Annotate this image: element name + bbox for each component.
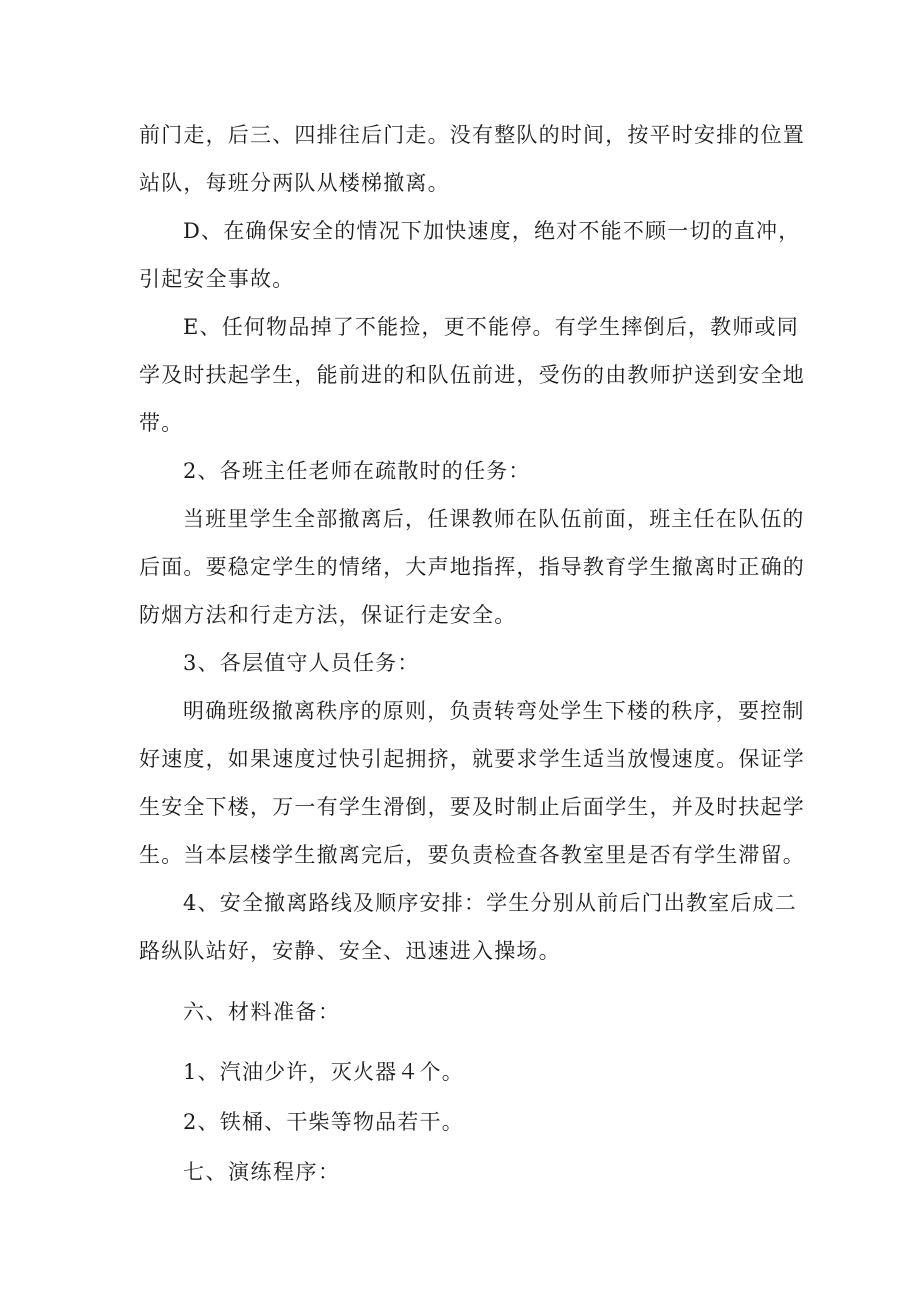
paragraph-line: 带。 [139, 411, 184, 435]
paragraph-line: 路纵队站好，安静、安全、迅速进入操场。 [139, 939, 561, 963]
paragraph-line: 当班里学生全部撤离后，任课教师在队伍前面，班主任在队伍的 [183, 507, 805, 531]
paragraph-line: 好速度，如果速度过快引起拥挤，就要求学生适当放慢速度。保证学 [139, 747, 805, 771]
paragraph-line: D、在确保安全的情况下加快速度，绝对不能不顾一切的直冲， [183, 219, 801, 243]
paragraph-line: 前门走，后三、四排往后门走。没有整队的时间，按平时安排的位置 [139, 123, 805, 147]
paragraph-line: 4、安全撤离路线及顺序安排：学生分别从前后门出教室后成二 [183, 891, 797, 915]
paragraph-line: 防烟方法和行走方法，保证行走安全。 [139, 603, 517, 627]
paragraph-line: 后面。要稳定学生的情绪，大声地指挥，指导教育学生撤离时正确的 [139, 555, 805, 579]
paragraph-line: E、任何物品掉了不能捡，更不能停。有学生摔倒后，教师或同 [183, 315, 799, 339]
paragraph-line: 明确班级撤离秩序的原则，负责转弯处学生下楼的秩序，要控制 [183, 699, 805, 723]
paragraph-line: 生。当本层楼学生撤离完后，要负责检查各教室里是否有学生滞留。 [139, 843, 805, 867]
section-heading: 七、演练程序： [183, 1160, 341, 1184]
subsection-heading: 3、各层值守人员任务： [183, 651, 420, 675]
paragraph-line: 引起安全事故。 [139, 267, 295, 291]
list-item: 1、汽油少许，灭火器４个。 [183, 1060, 464, 1084]
section-heading: 六、材料准备： [183, 1000, 341, 1024]
list-item: 2、铁桶、干柴等物品若干。 [183, 1110, 464, 1134]
paragraph-line: 学及时扶起学生，能前进的和队伍前进，受伤的由教师护送到安全地 [139, 363, 805, 387]
paragraph-line: 生安全下楼，万一有学生滑倒，要及时制止后面学生，并及时扶起学 [139, 795, 805, 819]
paragraph-line: 站队，每班分两队从楼梯撤离。 [139, 171, 450, 195]
subsection-heading: 2、各班主任老师在疏散时的任务： [183, 459, 531, 483]
